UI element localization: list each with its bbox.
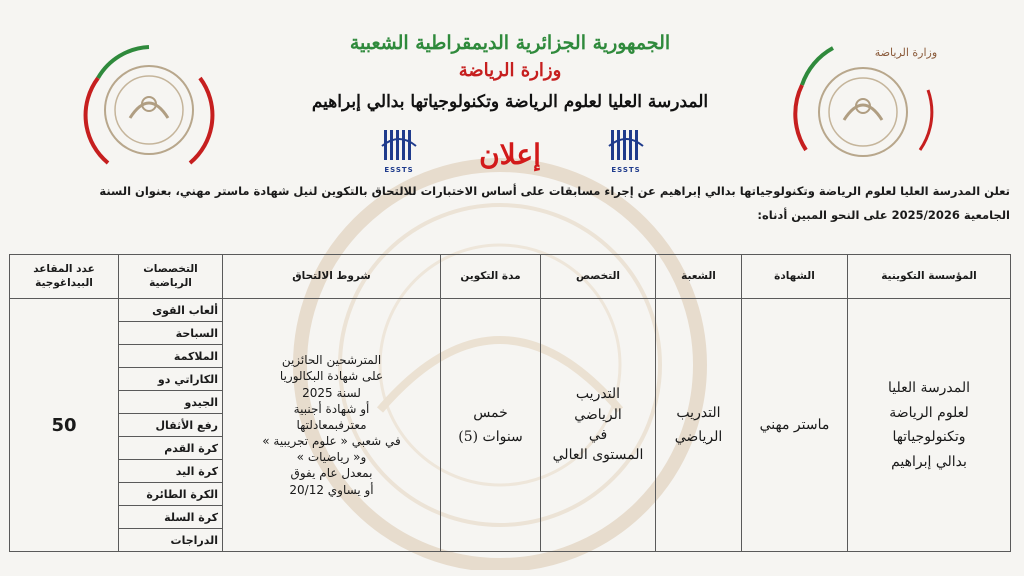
cell-specialty (541, 299, 656, 552)
institution-line: وتكنولوجياتها (892, 429, 966, 445)
condition-line: في شعبي « علوم تجريبية » (262, 434, 401, 449)
competition-table (9, 254, 1011, 552)
sport-item: كرة القدم (119, 437, 223, 460)
specialty-line: في (588, 427, 608, 443)
header-specialty: التخصص (541, 255, 656, 299)
essts-label-right: ESSTS (611, 166, 641, 174)
institution-line: لعلوم الرياضة (889, 404, 969, 421)
cell-degree: ماستر مهني (742, 299, 848, 552)
duration-line: سنوات (5) (458, 429, 523, 445)
seal-right-text: وزارة الرياضة (874, 46, 938, 59)
cell-duration (441, 299, 541, 552)
intro-line-1: تعلن المدرسة العليا لعلوم الرياضة وتكنولوجياتها بدالي إبراهيم عن إجراء مسابقات على أساس الاختبارات للالتحاق بالتكوين لنيل شهادة ماستر مهني، بعنوان السنة (99, 184, 1010, 198)
institution-line: المدرسة العليا (887, 380, 971, 396)
sport-item: الدراجات (119, 529, 223, 552)
table-row (10, 299, 1011, 322)
ministry-seal-left (78, 38, 220, 180)
header-duration: مدة التكوين (441, 255, 541, 299)
condition-line: بمعدل عام يفوق (290, 466, 373, 481)
condition-line: لسنة 2025 (302, 385, 361, 400)
branch-line: الرياضي (674, 429, 723, 445)
specialty-line: التدريب (575, 386, 621, 403)
specialty-line: الرياضي (574, 406, 622, 423)
republic-title: الجمهورية الجزائرية الديمقراطية الشعبية (349, 32, 671, 54)
sport-item: الجيدو (119, 391, 223, 414)
cell-institution (848, 299, 1011, 552)
ministry-seal-right (788, 30, 938, 180)
document-header (0, 0, 1024, 180)
header-conditions: شروط الالتحاق (223, 255, 441, 299)
essts-logo-left (380, 128, 418, 174)
sport-item: الكاراتي دو (119, 368, 223, 391)
institution-line: بدالي إبراهيم (891, 453, 967, 470)
duration-line: خمس (473, 404, 508, 421)
header-degree: الشهادة (742, 255, 848, 299)
cell-seats: 50 (10, 299, 119, 552)
branch-line: التدريب (676, 404, 721, 421)
sport-item: ألعاب القوى (119, 299, 223, 322)
condition-line: على شهادة البكالوريا (279, 369, 384, 384)
sport-item: كرة اليد (119, 460, 223, 483)
header-branch: الشعبة (656, 255, 742, 299)
table-header-row (10, 255, 1011, 299)
announcement-title: إعلان (479, 138, 541, 171)
ministry-title: وزارة الرياضة (458, 60, 562, 81)
sport-item: الملاكمة (119, 345, 223, 368)
sport-item: الكرة الطائرة (119, 483, 223, 506)
condition-line: أو يساوي 20/12 (289, 482, 374, 497)
condition-line: و« رياضيات » (296, 450, 367, 465)
cell-conditions (223, 299, 441, 552)
sport-item: رفع الأثقال (119, 414, 223, 437)
essts-label-left: ESSTS (384, 166, 414, 174)
condition-line: المترشحين الحائزين (281, 353, 382, 368)
header-seats: عدد المقاعد البيداغوجية (10, 255, 119, 299)
condition-line: أو شهادة أجنبية (293, 401, 370, 416)
condition-line: معترفبمعادلتها (296, 417, 367, 432)
essts-logo-right (607, 128, 645, 174)
header-sports: التخصصات الرياضية (119, 255, 223, 299)
intro-line-2: الجامعية 2025/2026 على النحو المبين أدناه: (757, 208, 1010, 222)
header-institution: المؤسسة التكوينية (848, 255, 1011, 299)
sport-item: كرة السلة (119, 506, 223, 529)
sport-item: السباحة (119, 322, 223, 345)
cell-branch (656, 299, 742, 552)
specialty-line: المستوى العالي (552, 447, 644, 464)
school-title: المدرسة العليا لعلوم الرياضة وتكنولوجياتها بدالي إبراهيم (311, 92, 709, 112)
